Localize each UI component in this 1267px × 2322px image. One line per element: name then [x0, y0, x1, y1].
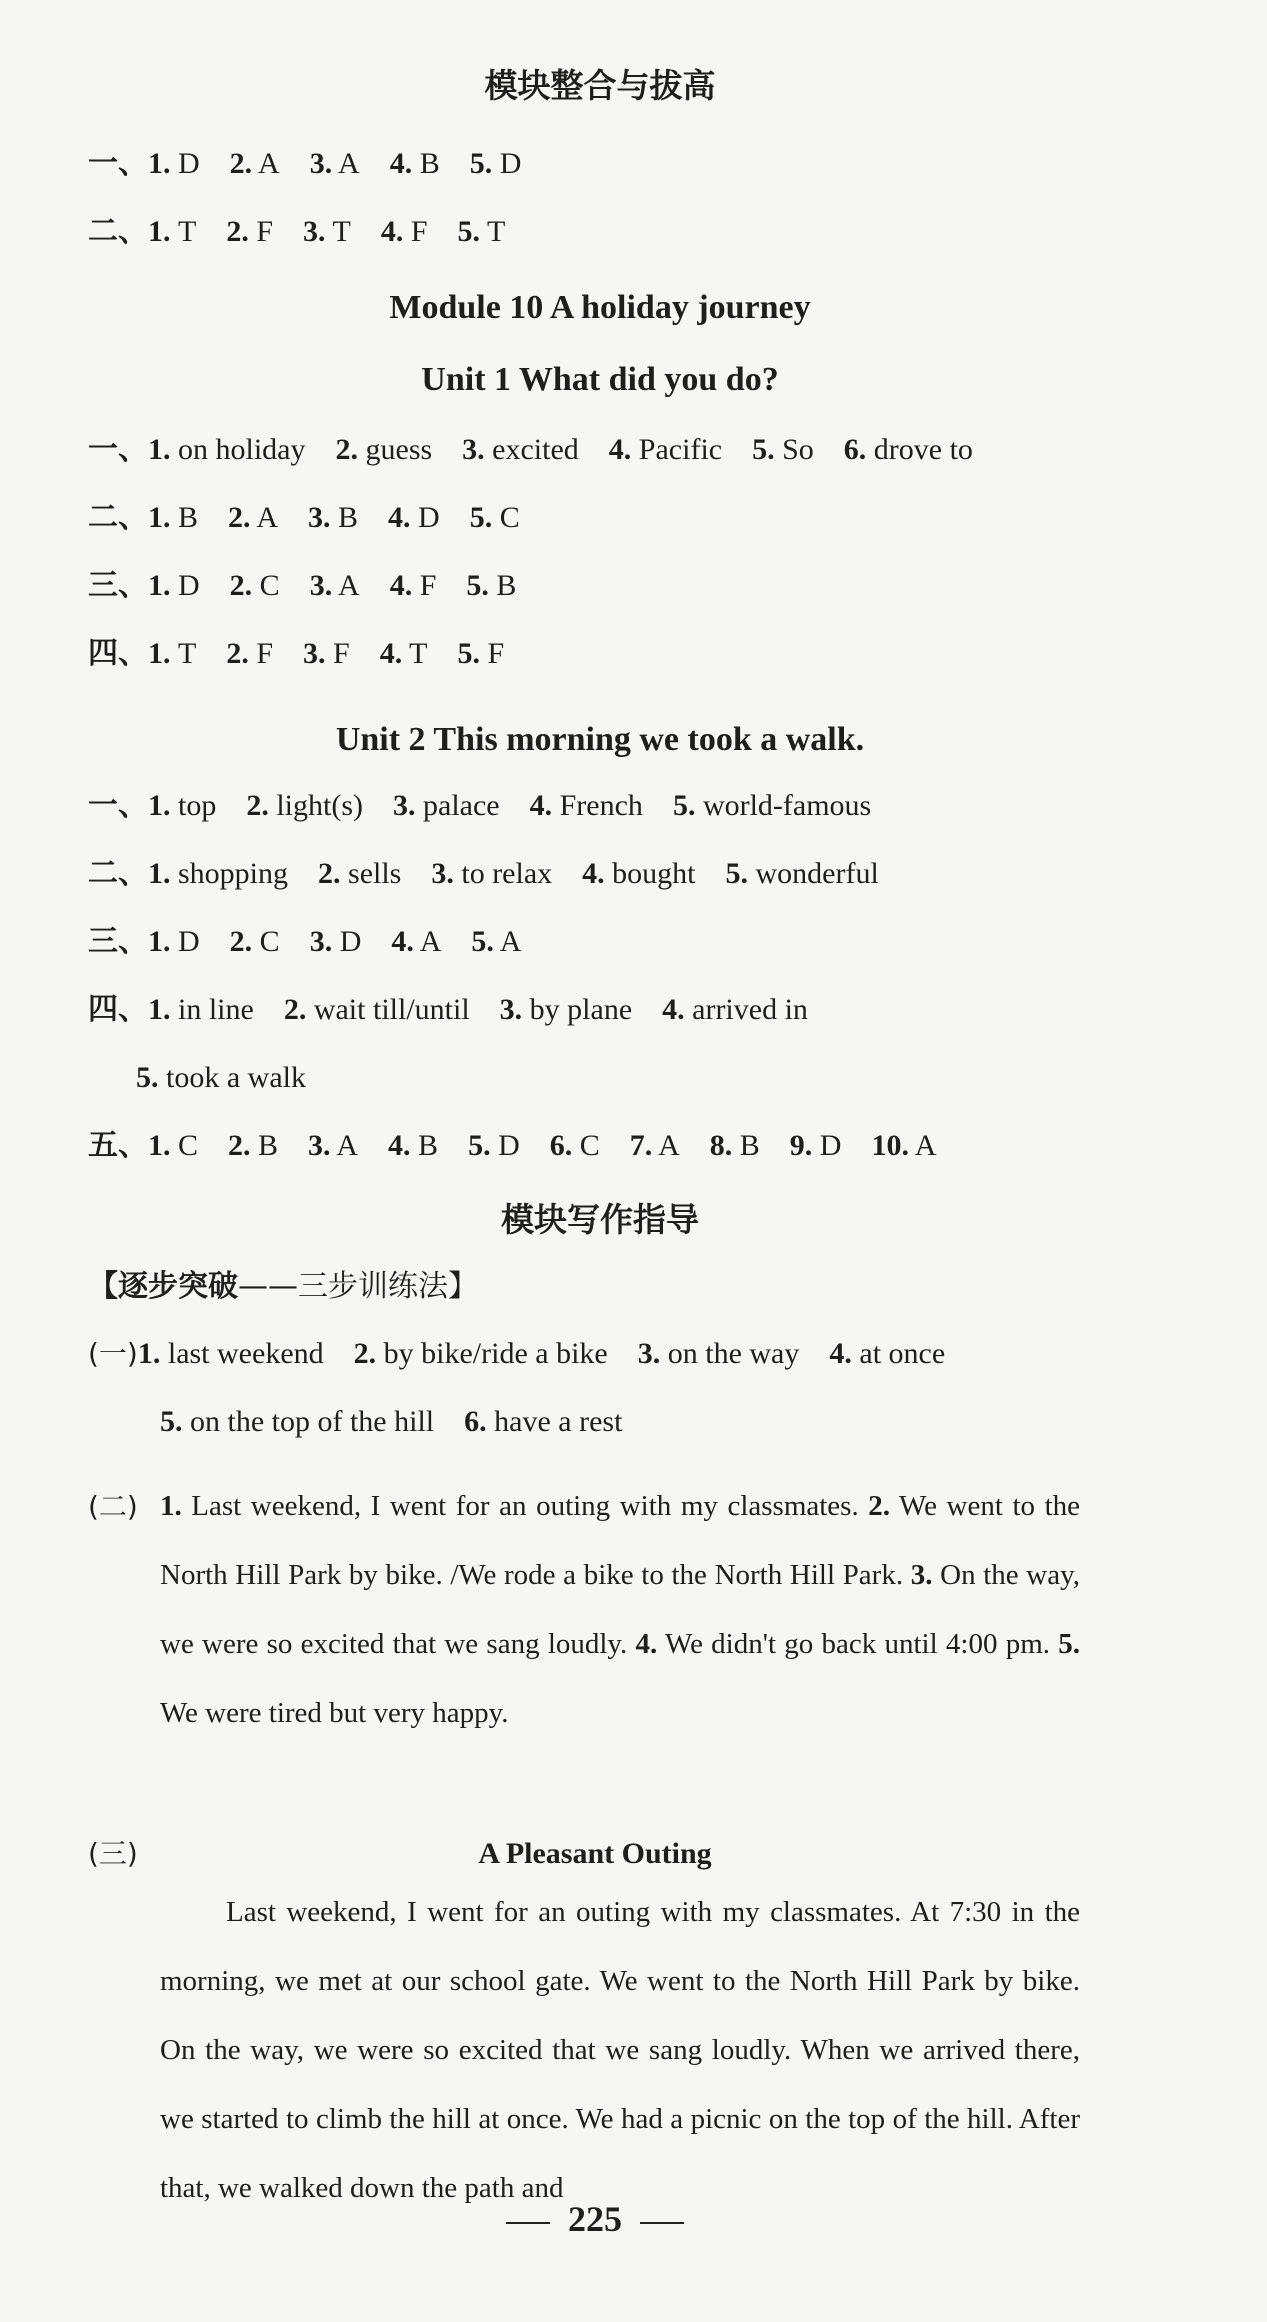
answer-item: 3. to relax	[431, 857, 553, 890]
step-heading	[88, 1265, 478, 1309]
answer-item: 3. on the way	[637, 1337, 800, 1370]
answer-item: 5. wonderful	[725, 857, 879, 890]
answer-item: 5. world-famous	[672, 789, 872, 822]
answer-row	[88, 920, 1188, 964]
answer-item: 6. drove to	[843, 433, 973, 466]
part1-label: (一)	[88, 1337, 138, 1370]
unit2-title: Unit 2 This morning we took a walk.	[335, 721, 865, 758]
answer-item: 5. B	[466, 569, 517, 602]
essay-title: A Pleasant Outing	[478, 1837, 712, 1870]
answer-item: 4. D	[388, 501, 440, 534]
answer-item: 4. T	[379, 637, 428, 670]
question-number-label: 一、	[88, 432, 148, 467]
answer-item: 2. C	[229, 925, 280, 958]
answer-item: 4. at once	[829, 1337, 946, 1370]
answer-item: 10. A	[871, 1129, 937, 1162]
answer-item: 4. B	[388, 1129, 439, 1162]
answer-item: 2. wait till/until	[283, 993, 470, 1026]
answer-item: 4. Pacific	[608, 433, 723, 466]
part2-sentences	[160, 1472, 1080, 1748]
dash-left	[506, 2222, 550, 2224]
answer-item: 2. A	[228, 501, 279, 534]
answer-item: 7. A	[629, 1129, 680, 1162]
question-number-label: 二、	[88, 214, 148, 249]
answer-item: 4. French	[529, 789, 643, 822]
answer-item: 2. F	[226, 637, 274, 670]
answer-item: 3. T	[303, 215, 351, 248]
answer-item: 3. D	[309, 925, 362, 958]
answer-row	[88, 496, 1188, 540]
answer-item: 5. D	[468, 1129, 520, 1162]
answer-item: 2. B	[228, 1129, 279, 1162]
question-number-label: 四、	[88, 992, 148, 1027]
answer-item: 3. palace	[393, 789, 500, 822]
sentence: 2. We went to the North Hill Park by bike. /We rode a bike to the North Hill Park.	[160, 1490, 1080, 1591]
page-number-value: 225	[568, 2199, 622, 2239]
answer-row	[88, 988, 1188, 1032]
answer-item: 3. A	[309, 147, 360, 180]
sentence: 1. Last weekend, I went for an outing with my classmates.	[160, 1490, 869, 1522]
question-number-label: 三、	[88, 568, 148, 603]
page-number	[0, 2195, 1190, 2243]
answer-row	[88, 142, 1188, 186]
answer-item: 2. guess	[335, 433, 433, 466]
part1-row	[88, 1332, 1188, 1376]
answer-row	[136, 1056, 1236, 1100]
answer-item: 1. on holiday	[148, 433, 306, 466]
answer-item: 5. T	[457, 215, 506, 248]
answer-item: 1. last weekend	[137, 1337, 324, 1370]
question-number-label: 二、	[88, 856, 148, 891]
answer-item: 5. C	[469, 501, 520, 534]
part3-label: (三)	[88, 1837, 138, 1870]
answer-item: 3. A	[308, 1129, 359, 1162]
answer-item: 4. bought	[582, 857, 696, 890]
part1-row	[160, 1400, 1260, 1444]
answer-item: 4. arrived in	[662, 993, 808, 1026]
dash-right	[640, 2222, 684, 2224]
answer-row	[88, 210, 1188, 254]
sentence: 3. On the way, we were so excited that we sang loudly.	[160, 1559, 1080, 1660]
answer-item: 1. shopping	[148, 857, 289, 890]
answer-item: 1. T	[148, 215, 197, 248]
answer-item: 5. A	[471, 925, 522, 958]
answer-item: 1. B	[148, 501, 199, 534]
answer-item: 2. light(s)	[246, 789, 364, 822]
step-heading-bold: 【逐步突破	[88, 1269, 238, 1304]
section-title-module-integration: 模块整合与拔高	[484, 66, 716, 105]
answer-item: 3. A	[309, 569, 360, 602]
answer-item: 6. C	[549, 1129, 600, 1162]
answer-row	[88, 564, 1188, 608]
answer-item: 1. top	[148, 789, 217, 822]
answer-item: 5. F	[457, 637, 505, 670]
part2-label: (二)	[88, 1490, 138, 1523]
answer-item: 1. D	[148, 147, 200, 180]
answer-item: 4. F	[389, 569, 437, 602]
answer-item: 4. F	[380, 215, 428, 248]
answer-item: 3. by plane	[499, 993, 633, 1026]
answer-item: 1. T	[148, 637, 197, 670]
answer-row	[88, 632, 1188, 676]
writing-guide-title: 模块写作指导	[501, 1200, 699, 1239]
answer-item: 6. have a rest	[464, 1405, 623, 1438]
question-number-label: 一、	[88, 788, 148, 823]
answer-item: 2. sells	[318, 857, 402, 890]
answer-item: 2. by bike/ride a bike	[353, 1337, 608, 1370]
answer-item: 2. A	[229, 147, 280, 180]
answer-item: 1. C	[148, 1129, 199, 1162]
question-number-label: 一、	[88, 146, 148, 181]
answer-item: 5. took a walk	[136, 1061, 306, 1094]
question-number-label: 四、	[88, 636, 148, 671]
answer-item: 1. in line	[148, 993, 254, 1026]
answer-row	[88, 428, 1188, 472]
answer-item: 3. excited	[462, 433, 579, 466]
sentence: 5. We were tired but very happy.	[160, 1628, 1080, 1729]
answer-item: 3. B	[308, 501, 359, 534]
answer-item: 1. D	[148, 925, 200, 958]
answer-item: 8. B	[709, 1129, 760, 1162]
essay-text: Last weekend, I went for an outing with my classmates. At 7:30 in the morning, we met at our school gate. We went to the North Hill Park by bike. On the way, we were so excited that we sang loudly. When we arrived there, we started to climb the hill at once. We had a picnic on the top of the hill. After that, we walked down the path and	[160, 1896, 1080, 2204]
question-number-label: 三、	[88, 924, 148, 959]
unit1-title: Unit 1 What did you do?	[421, 361, 779, 398]
answer-row	[88, 1124, 1188, 1168]
answer-item: 4. B	[389, 147, 440, 180]
module-title: Module 10 A holiday journey	[389, 289, 811, 326]
answer-item: 5. D	[469, 147, 522, 180]
answer-item: 1. D	[148, 569, 200, 602]
answer-row	[88, 852, 1188, 896]
question-number-label: 五、	[88, 1128, 148, 1163]
answer-item: 2. C	[229, 569, 280, 602]
answer-item: 3. F	[303, 637, 350, 670]
sentence: 4. We didn't go back until 4:00 pm.	[635, 1628, 1059, 1660]
answer-item: 2. F	[226, 215, 274, 248]
answer-row	[88, 784, 1188, 828]
question-number-label: 二、	[88, 500, 148, 535]
answer-item: 4. A	[391, 925, 442, 958]
answer-item: 5. on the top of the hill	[160, 1405, 435, 1438]
answer-item: 9. D	[789, 1129, 842, 1162]
answer-item: 5. So	[752, 433, 814, 466]
step-heading-rest: ——三步训练法】	[238, 1269, 478, 1304]
